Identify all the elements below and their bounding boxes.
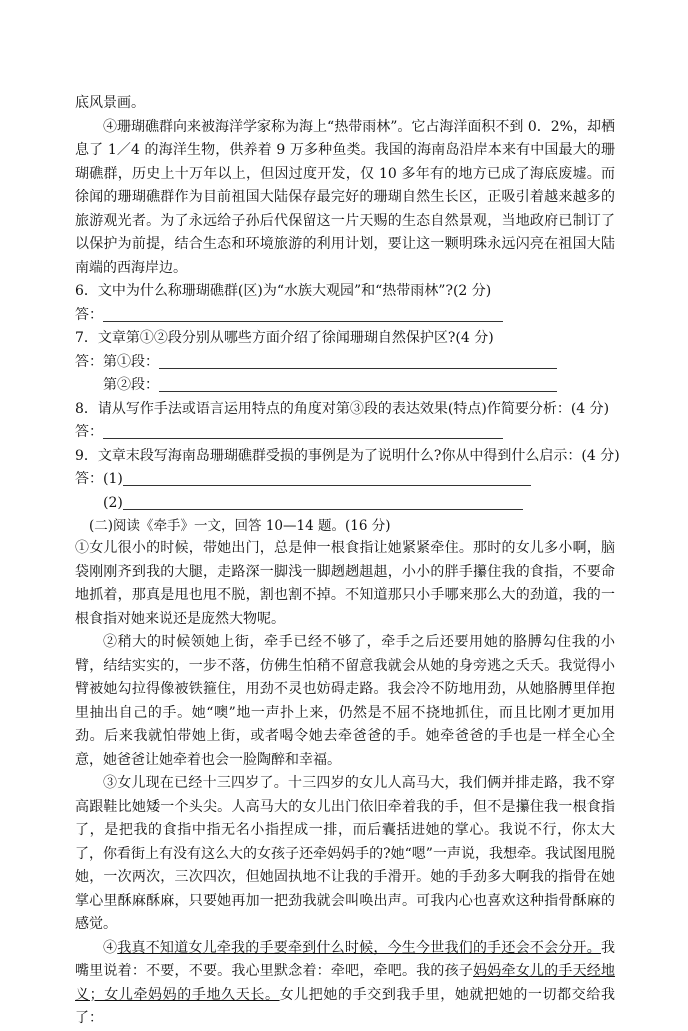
answer-6-blank[interactable] xyxy=(103,306,503,322)
answer-7b-blank[interactable] xyxy=(159,376,557,392)
section-2-heading: (二)阅读《牵手》一文，回答 10—14 题。(16 分) xyxy=(89,518,391,534)
story-paragraph-4 xyxy=(75,937,615,1031)
text-run: 我嘴里说着：不要，不要。我心里默念着：牵吧，牵吧。我的孩子 xyxy=(75,939,616,979)
answer-label: 答： xyxy=(75,424,103,440)
text-run: 女儿把她的手交到我手里，她就把她的一切都交给我了： xyxy=(75,986,616,1026)
question-9: 9．文章末段写海南岛珊瑚礁群受损的事例是为了说明什么?你从中得到什么启示：(4 分) xyxy=(75,447,620,464)
paragraph-4: ④珊瑚礁群向来被海洋学家称为海上“热带雨林”。它占海洋面积不到 0．2%，却栖息了 1／4 的海洋生物，供养着 9 万多种鱼类。我国的海南岛沿岸本来有中国最大的珊瑚礁群，历史上十万年以上，但因过度开发，仅 10 多年有的地方已成了海底废墟。而徐闻的珊瑚礁群作为目前祖国大陆保存最完好的珊瑚自然生长区，正吸引着越来越多的旅游观光者。为了永远给子孙后代保留这一片天赐的生态自然景观，当地政府已制订了以保护为前提，结合生态和环境旅游的利用计划，要让这一颗明珠永远闪亮在祖国大陆南端的西海岸边。 xyxy=(75,118,615,276)
answer-9a-blank[interactable] xyxy=(123,470,531,486)
document-body xyxy=(75,92,620,1031)
question-6: 6．文中为什么称珊瑚礁群(区)为“水族大观园”和“热带雨林”?(2 分) xyxy=(75,283,492,299)
underlined-sentence-1: 我真不知道女儿牵我的手要牵到什么时候，今生今世我们的手还会不会分开。 xyxy=(117,939,602,956)
paragraph-3-ending: 底风景画。 xyxy=(75,95,145,111)
story-paragraph-2: ②稍大的时候领她上街，牵手已经不够了，牵手之后还要用她的胳膊勾住我的小臂，结结实实的，一步不落，仿佛生怕稍不留意我就会从她的身旁逃之夭夭。我觉得小臂被她勾拉得像被铁箍住，用劲不灵也妨碍走路。我会冷不防地用劲，从她胳膊里佯抱里抽出自己的手。她“噢”地一声扑上来，仍然是不屈不挠地抓住，而且比刚才更加用劲。后来我就怕带她上街，或者喝令她去牵爸爸的手。她牵爸爸的手也是一样全心全意，她爸爸让她牵着也会一脸陶醉和幸福。 xyxy=(75,634,615,768)
answer-6-row xyxy=(75,304,615,328)
question-8: 8．请从写作手法或语言运用特点的角度对第③段的表达效果(特点)作简要分析：(4 分) xyxy=(75,400,610,417)
answer-label: (2) xyxy=(103,494,123,511)
answer-9b-row xyxy=(75,492,615,516)
answer-9b-blank[interactable] xyxy=(123,494,523,510)
underlined-sentence-2: 妈妈牵女儿的手天经地义；女儿牵妈妈的手地久天长。 xyxy=(75,963,616,1003)
answer-8-row xyxy=(75,421,615,445)
answer-7a-blank[interactable] xyxy=(159,353,557,369)
answer-7a-row xyxy=(75,351,615,375)
story-paragraph-1: ①女儿很小的时候，带她出门，总是伸一根食指让她紧紧牵住。那时的女儿多小啊，脑袋刚刚齐到我的大腿，走路深一脚浅一脚趔趔趄趄，小小的胖手攥住我的食指，不要命地抓着，那真是甩也甩不脱，割也割不掉。不知道那只小手哪来那么大的劲道，我的一根食指对她来说还是庞然大物呢。 xyxy=(75,540,615,627)
answer-8-blank[interactable] xyxy=(103,423,503,439)
answer-7b-row xyxy=(75,374,615,398)
story-paragraph-3: ③女儿现在已经十三四岁了。十三四岁的女儿人高马大，我们俩并排走路，我不穿高跟鞋比她矮一个头尖。人高马大的女儿出门依旧牵着我的手，但不是攥住我一根食指了，是把我的食指中指无名小指捏成一排，而后囊括进她的掌心。我说不行，你太大了，你看街上有没有这么大的女孩子还牵妈妈手的?她“嗯”一声说，我想牵。我试图甩脱她，一次两次，三次四次，但她固执地不让我的手滑开。她的手劲多大啊我的指骨在她掌心里酥麻酥麻，只要她再加一把劲我就会叫唤出声。可我内心也喜欢这种指骨酥麻的感觉。 xyxy=(75,775,615,932)
answer-label: 第②段： xyxy=(103,377,159,393)
answer-9a-row xyxy=(75,468,615,492)
question-7: 7．文章第①②段分别从哪些方面介绍了徐闻珊瑚自然保护区?(4 分) xyxy=(75,330,494,346)
paragraph-number: ④ xyxy=(103,939,118,956)
answer-label: 答：第①段： xyxy=(75,353,159,370)
answer-label: 答：(1) xyxy=(75,471,123,487)
answer-label: 答： xyxy=(75,306,103,323)
